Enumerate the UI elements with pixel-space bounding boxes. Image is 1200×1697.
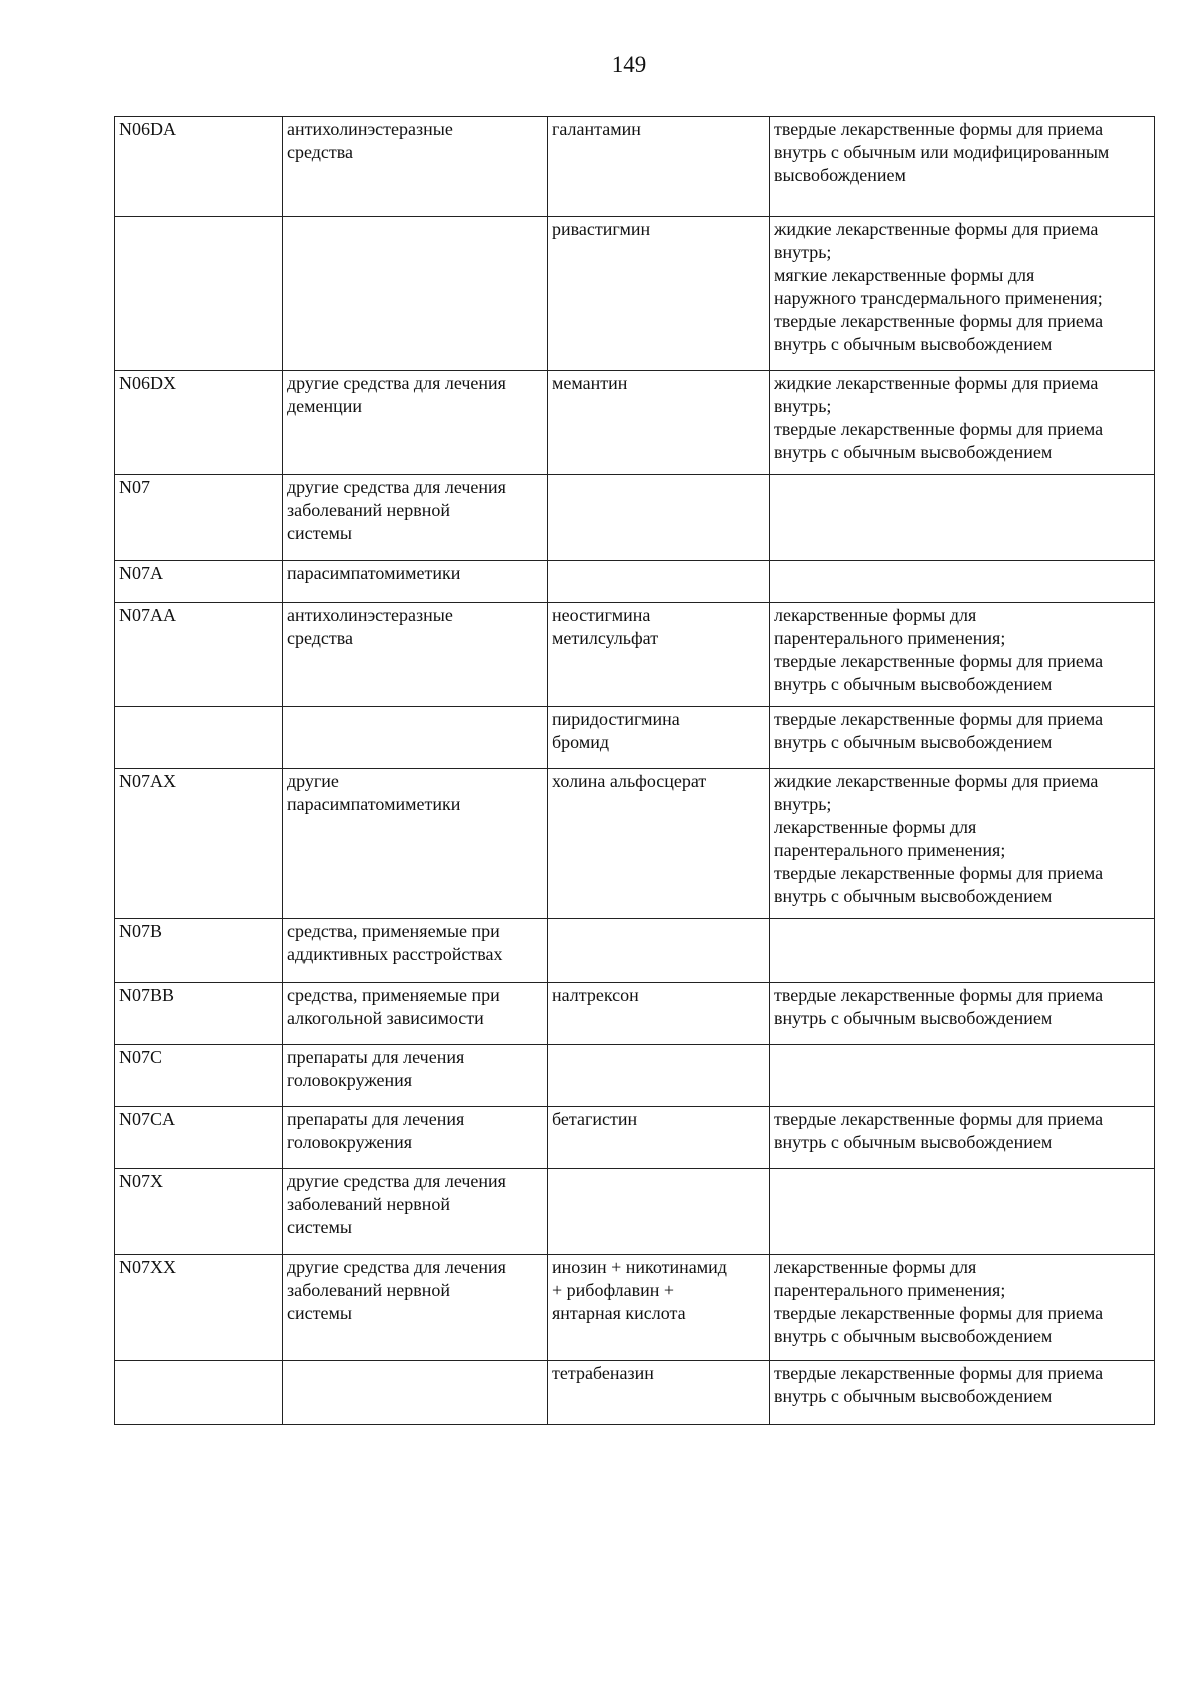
- cell-text-line: внутрь с обычным высвобождением: [774, 1132, 1053, 1152]
- group-name-cell: [283, 1107, 548, 1169]
- table-row: [115, 1107, 1155, 1169]
- dosage-forms-cell: [770, 707, 1155, 769]
- group-name-cell: [283, 117, 548, 217]
- cell-text-line: другие: [287, 771, 339, 791]
- table-row: [115, 217, 1155, 371]
- cell-text-line: твердые лекарственные формы для приема: [774, 1303, 1104, 1323]
- atc-code-cell: [115, 371, 283, 475]
- table-row: [115, 117, 1155, 217]
- cell-text-line: бромид: [552, 732, 609, 752]
- group-name-cell: [283, 371, 548, 475]
- dosage-forms-cell: [770, 371, 1155, 475]
- table-row: [115, 1361, 1155, 1425]
- atc-code-cell: [115, 561, 283, 603]
- cell-text-line: заболеваний нервной: [287, 500, 451, 520]
- cell-text-line: метилсульфат: [552, 628, 659, 648]
- cell-text-line: мягкие лекарственные формы для: [774, 265, 1035, 285]
- group-name-cell: [283, 217, 548, 371]
- drug-name-cell: [548, 603, 770, 707]
- group-name-cell: [283, 603, 548, 707]
- drug-name-cell: [548, 1361, 770, 1425]
- dosage-forms-cell: [770, 769, 1155, 919]
- cell-text-line: внутрь с обычным высвобождением: [774, 886, 1053, 906]
- group-name-cell: [283, 1045, 548, 1107]
- cell-text-line: N06DA: [119, 119, 176, 139]
- atc-code-cell: [115, 1107, 283, 1169]
- cell-text-line: препараты для лечения: [287, 1109, 465, 1129]
- cell-text-line: твердые лекарственные формы для приема: [774, 651, 1104, 671]
- cell-text-line: головокружения: [287, 1070, 413, 1090]
- cell-text-line: твердые лекарственные формы для приема: [774, 311, 1104, 331]
- cell-text-line: внутрь с обычным высвобождением: [774, 674, 1053, 694]
- cell-text-line: высвобождением: [774, 165, 906, 185]
- cell-text-line: внутрь с обычным высвобождением: [774, 732, 1053, 752]
- cell-text-line: N07C: [119, 1047, 163, 1067]
- drug-name-cell: [548, 1045, 770, 1107]
- cell-text-line: мемантин: [552, 373, 628, 393]
- cell-text-line: жидкие лекарственные формы для приема: [774, 771, 1099, 791]
- cell-text-line: головокружения: [287, 1132, 413, 1152]
- cell-text-line: парентерального применения;: [774, 840, 1006, 860]
- cell-text-line: парасимпатомиметики: [287, 794, 461, 814]
- cell-text-line: твердые лекарственные формы для приема: [774, 419, 1104, 439]
- cell-text-line: парасимпатомиметики: [287, 563, 461, 583]
- cell-text-line: наружного трансдермального применения;: [774, 288, 1103, 308]
- atc-code-cell: [115, 983, 283, 1045]
- cell-text-line: системы: [287, 523, 352, 543]
- cell-text-line: пиридостигмина: [552, 709, 680, 729]
- table-row: [115, 1169, 1155, 1255]
- cell-text-line: внутрь с обычным высвобождением: [774, 1008, 1053, 1028]
- cell-text-line: + рибофлавин +: [552, 1280, 675, 1300]
- table-row: [115, 561, 1155, 603]
- cell-text-line: твердые лекарственные формы для приема: [774, 1109, 1104, 1129]
- table-row: [115, 983, 1155, 1045]
- cell-text-line: другие средства для лечения: [287, 477, 506, 497]
- group-name-cell: [283, 561, 548, 603]
- cell-text-line: антихолинэстеразные: [287, 119, 453, 139]
- atc-code-cell: [115, 475, 283, 561]
- group-name-cell: [283, 919, 548, 983]
- cell-text-line: средства, применяемые при: [287, 985, 500, 1005]
- cell-text-line: лекарственные формы для: [774, 605, 977, 625]
- drug-name-cell: [548, 919, 770, 983]
- cell-text-line: твердые лекарственные формы для приема: [774, 119, 1104, 139]
- cell-text-line: внутрь с обычным или модифицированным: [774, 142, 1110, 162]
- cell-text-line: N07CA: [119, 1109, 176, 1129]
- group-name-cell: [283, 983, 548, 1045]
- cell-text-line: N07AA: [119, 605, 176, 625]
- cell-text-line: средства: [287, 628, 354, 648]
- cell-text-line: средства, применяемые при: [287, 921, 500, 941]
- atc-code-cell: [115, 707, 283, 769]
- cell-text-line: N07AX: [119, 771, 176, 791]
- dosage-forms-cell: [770, 475, 1155, 561]
- cell-text-line: системы: [287, 1217, 352, 1237]
- dosage-forms-cell: [770, 561, 1155, 603]
- table-row: [115, 769, 1155, 919]
- atc-code-cell: [115, 117, 283, 217]
- cell-text-line: твердые лекарственные формы для приема: [774, 709, 1104, 729]
- cell-text-line: парентерального применения;: [774, 628, 1006, 648]
- drug-name-cell: [548, 217, 770, 371]
- table-row: [115, 1255, 1155, 1361]
- drug-name-cell: [548, 707, 770, 769]
- cell-text-line: внутрь с обычным высвобождением: [774, 1326, 1053, 1346]
- group-name-cell: [283, 475, 548, 561]
- cell-text-line: внутрь;: [774, 794, 832, 814]
- group-name-cell: [283, 707, 548, 769]
- cell-text-line: N07XX: [119, 1257, 176, 1277]
- drug-name-cell: [548, 475, 770, 561]
- group-name-cell: [283, 1361, 548, 1425]
- cell-text-line: жидкие лекарственные формы для приема: [774, 219, 1099, 239]
- cell-text-line: N07X: [119, 1171, 163, 1191]
- drug-name-cell: [548, 1255, 770, 1361]
- cell-text-line: внутрь;: [774, 396, 832, 416]
- drug-name-cell: [548, 371, 770, 475]
- page-number: 149: [611, 52, 647, 77]
- dosage-forms-cell: [770, 1255, 1155, 1361]
- cell-text-line: N06DX: [119, 373, 176, 393]
- group-name-cell: [283, 1255, 548, 1361]
- atc-code-cell: [115, 919, 283, 983]
- cell-text-line: лекарственные формы для: [774, 1257, 977, 1277]
- cell-text-line: заболеваний нервной: [287, 1280, 451, 1300]
- dosage-forms-cell: [770, 217, 1155, 371]
- cell-text-line: N07B: [119, 921, 163, 941]
- cell-text-line: внутрь с обычным высвобождением: [774, 334, 1053, 354]
- cell-text-line: N07: [119, 477, 150, 497]
- dosage-forms-cell: [770, 1107, 1155, 1169]
- cell-text-line: алкогольной зависимости: [287, 1008, 484, 1028]
- cell-text-line: другие средства для лечения: [287, 373, 506, 393]
- cell-text-line: неостигмина: [552, 605, 651, 625]
- drug-name-cell: [548, 769, 770, 919]
- dosage-forms-cell: [770, 919, 1155, 983]
- atc-code-cell: [115, 1255, 283, 1361]
- drug-name-cell: [548, 561, 770, 603]
- cell-text-line: внутрь с обычным высвобождением: [774, 442, 1053, 462]
- table-row: [115, 919, 1155, 983]
- atc-code-cell: [115, 769, 283, 919]
- dosage-forms-cell: [770, 1045, 1155, 1107]
- dosage-forms-cell: [770, 603, 1155, 707]
- cell-text-line: N07A: [119, 563, 163, 583]
- table-row: [115, 707, 1155, 769]
- cell-text-line: ривастигмин: [552, 219, 651, 239]
- cell-text-line: системы: [287, 1303, 352, 1323]
- cell-text-line: парентерального применения;: [774, 1280, 1006, 1300]
- cell-text-line: заболеваний нервной: [287, 1194, 451, 1214]
- cell-text-line: галантамин: [552, 119, 641, 139]
- atc-code-cell: [115, 1045, 283, 1107]
- cell-text-line: твердые лекарственные формы для приема: [774, 1363, 1104, 1383]
- atc-code-cell: [115, 1169, 283, 1255]
- table-row: [115, 603, 1155, 707]
- atc-code-cell: [115, 603, 283, 707]
- cell-text-line: внутрь с обычным высвобождением: [774, 1386, 1053, 1406]
- drug-name-cell: [548, 1169, 770, 1255]
- cell-text-line: жидкие лекарственные формы для приема: [774, 373, 1099, 393]
- cell-text-line: твердые лекарственные формы для приема: [774, 863, 1104, 883]
- atc-code-cell: [115, 217, 283, 371]
- cell-text-line: антихолинэстеразные: [287, 605, 453, 625]
- cell-text-line: средства: [287, 142, 354, 162]
- drug-table-body: [115, 117, 1155, 1425]
- cell-text-line: лекарственные формы для: [774, 817, 977, 837]
- cell-text-line: деменции: [287, 396, 363, 416]
- cell-text-line: препараты для лечения: [287, 1047, 465, 1067]
- cell-text-line: инозин + никотинамид: [552, 1257, 727, 1277]
- dosage-forms-cell: [770, 1169, 1155, 1255]
- drug-name-cell: [548, 117, 770, 217]
- dosage-forms-cell: [770, 983, 1155, 1045]
- cell-text-line: холина альфосцерат: [552, 771, 707, 791]
- cell-text-line: налтрексон: [552, 985, 639, 1005]
- cell-text-line: бетагистин: [552, 1109, 638, 1129]
- table-row: [115, 371, 1155, 475]
- group-name-cell: [283, 769, 548, 919]
- drug-name-cell: [548, 1107, 770, 1169]
- cell-text-line: аддиктивных расстройствах: [287, 944, 503, 964]
- drug-table: [114, 116, 1155, 1425]
- atc-code-cell: [115, 1361, 283, 1425]
- table-row: [115, 475, 1155, 561]
- cell-text-line: другие средства для лечения: [287, 1171, 506, 1191]
- drug-name-cell: [548, 983, 770, 1045]
- cell-text-line: N07BB: [119, 985, 175, 1005]
- cell-text-line: внутрь;: [774, 242, 832, 262]
- table-row: [115, 1045, 1155, 1107]
- dosage-forms-cell: [770, 1361, 1155, 1425]
- dosage-forms-cell: [770, 117, 1155, 217]
- cell-text-line: тетрабеназин: [552, 1363, 654, 1383]
- cell-text-line: твердые лекарственные формы для приема: [774, 985, 1104, 1005]
- cell-text-line: другие средства для лечения: [287, 1257, 506, 1277]
- cell-text-line: янтарная кислота: [552, 1303, 686, 1323]
- group-name-cell: [283, 1169, 548, 1255]
